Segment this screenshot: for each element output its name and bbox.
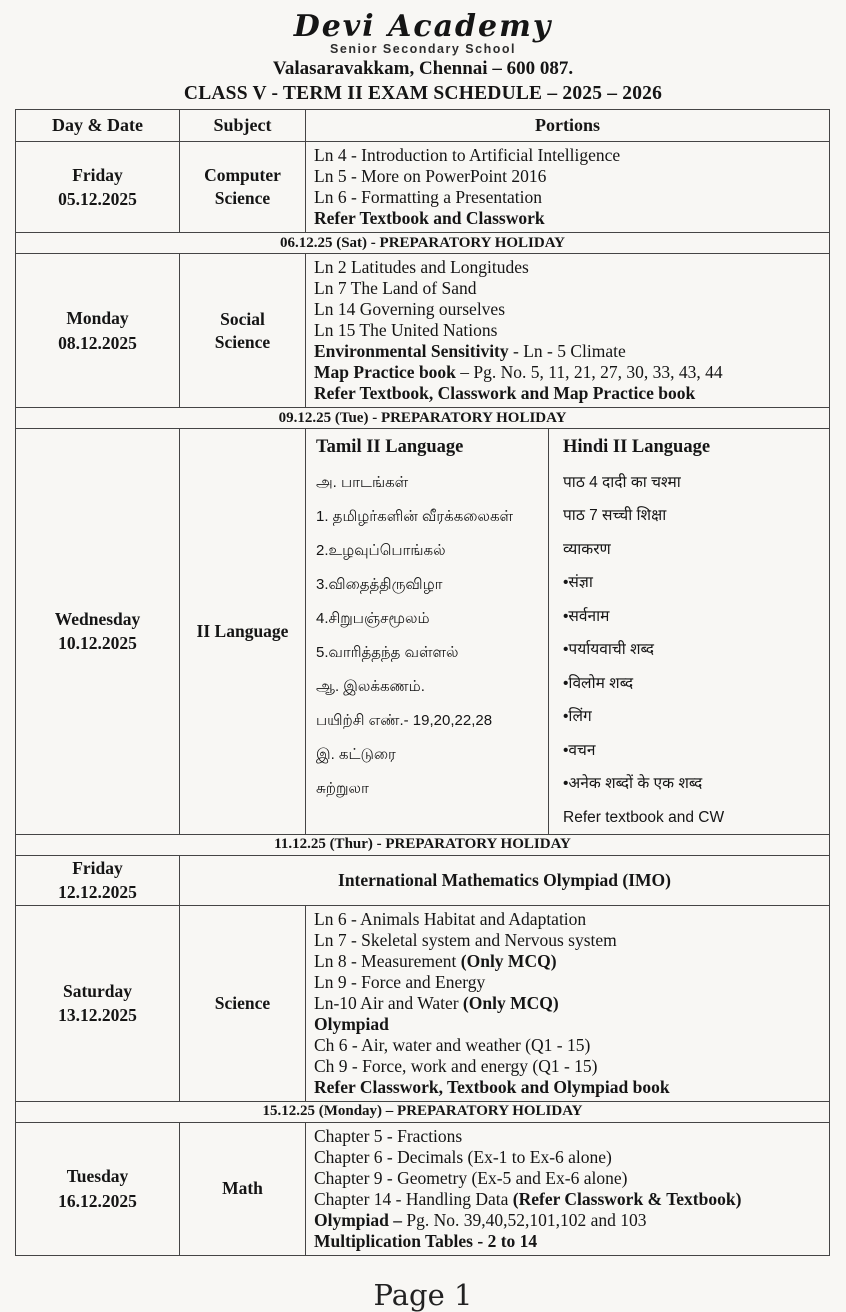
portions-cell [306,905,830,1101]
holiday-label: 15.12.25 (Monday) – PREPARATORY HOLIDAY [16,1101,830,1122]
portion-line: Ln 6 - Animals Habitat and Adaptation [314,908,587,929]
day-cell [16,855,180,905]
portion-line: Map Practice book – Pg. No. 5, 11, 21, 27, 30, 33, 43, 44 [314,362,723,382]
portions-cell [306,1122,830,1255]
column-header-subject: Subject [180,110,306,142]
letterhead [0,9,846,106]
portion-line: Ln 7 The Land of Sand [314,278,477,298]
exam-row-computer-science [16,142,830,233]
date-label: 13.12.2025 [58,1005,137,1025]
hindi-item: •लिंग [563,708,592,725]
holiday-row [16,408,830,429]
hindi-item: पाठ 7 सच्ची शिक्षा [563,507,667,524]
day-cell [16,142,180,233]
tamil-item: 1. தமிழர்களின் வீரக்கலைகள் [316,508,514,525]
portion-line: Ln 8 - Measurement (Only MCQ) [314,950,557,971]
portion-line: Ln 5 - More on PowerPoint 2016 [314,166,547,186]
date-label: 16.12.2025 [58,1190,137,1211]
portion-line: Ln 6 - Formatting a Presentation [314,187,542,207]
tamil-item: 5.வாரித்தந்த வள்ளல் [316,644,459,661]
tamil-title: Tamil II Language [316,437,464,457]
date-label: 05.12.2025 [58,189,137,209]
holiday-label: 09.12.25 (Tue) - PREPARATORY HOLIDAY [16,408,830,429]
portion-line: Ch 9 - Force, work and energy (Q1 - 15) [314,1055,598,1076]
exam-schedule-table [15,109,830,1256]
tamil-item: 3.விதைத்திருவிழா [316,576,443,593]
portion-line: Ln 14 Governing ourselves [314,299,506,319]
subject-cell: Computer Science [180,142,306,233]
portion-line: Chapter 14 - Handling Data (Refer Classwork & Textbook) [314,1188,742,1209]
school-name: Devi Academy [293,9,553,44]
column-header-portions: Portions [306,110,830,142]
portion-line: Chapter 5 - Fractions [314,1125,463,1146]
date-label: 10.12.2025 [58,633,137,654]
imo-label: International Mathematics Olympiad (IMO) [180,855,830,905]
exam-row-math [16,1122,830,1255]
day-label: Saturday [62,980,133,1001]
day-cell [16,254,180,408]
school-address: Valasaravakkam, Chennai – 600 087. [272,58,574,79]
hindi-item: •पर्यायवाची शब्द [563,641,654,658]
day-label: Wednesday [54,608,141,629]
page-title: CLASS V - TERM II EXAM SCHEDULE – 2025 – 2026 [183,83,663,104]
hindi-item: •विलोम शब्द [563,674,634,692]
tamil-item: சுற்றுலா [316,780,369,797]
hindi-column [549,429,829,834]
portions-cell [306,254,830,408]
hindi-item: पाठ 4 दादी का चश्मा [563,473,681,491]
day-label: Monday [66,308,129,328]
day-cell [16,905,180,1101]
portions-cell [306,429,830,835]
portion-line: Olympiad – Pg. No. 39,40,52,101,102 and 103 [314,1209,647,1230]
portion-line: Ln 4 - Introduction to Artificial Intelligence [314,145,621,165]
date-label: 08.12.2025 [58,332,137,353]
portion-line: Refer Classwork, Textbook and Olympiad book [314,1076,670,1097]
tamil-item: இ. கட்டுரை [316,746,396,763]
hindi-item: व्याकरण [563,540,611,558]
portion-line: Multiplication Tables - 2 to 14 [314,1230,538,1251]
portion-line: Chapter 6 - Decimals (Ex-1 to Ex-6 alone) [314,1146,612,1167]
day-label: Friday [72,857,123,878]
subject-cell: Math [180,1122,306,1255]
portions-cell [306,142,830,233]
exam-row-social-science [16,254,830,408]
hindi-item: •अनेक शब्दों के एक शब्द [563,775,703,792]
day-cell [16,1122,180,1255]
tamil-item: அ. பாடங்கள் [316,474,409,491]
day-cell [16,429,180,835]
exam-row-second-language [16,429,830,835]
exam-row-science [16,905,830,1101]
hindi-title: Hindi II Language [563,437,711,457]
hindi-item: •वचन [563,741,596,759]
portion-line: Ln 7 - Skeletal system and Nervous system [314,929,617,950]
subject-cell: Social Science [180,254,306,408]
portion-line: Ln-10 Air and Water (Only MCQ) [314,992,559,1013]
portion-line: Environmental Sensitivity - Ln - 5 Climate [314,341,626,361]
holiday-row [16,834,830,855]
tamil-item: 2.உழவுப்பொங்கல் [316,542,446,559]
portion-line: Refer Textbook, Classwork and Map Practice book [314,383,696,403]
tamil-item: 4.சிறுபஞ்சமூலம் [316,610,430,627]
holiday-label: 06.12.25 (Sat) - PREPARATORY HOLIDAY [16,233,830,254]
day-label: Tuesday [66,1166,129,1186]
column-header-day-date: Day & Date [16,110,180,142]
table-header-row [16,110,830,142]
portion-line: Ln 2 Latitudes and Longitudes [314,257,529,277]
school-subtitle: Senior Secondary School [330,42,516,56]
hindi-item: Refer textbook and CW [563,808,725,826]
portion-line: Ln 9 - Force and Energy [314,971,486,992]
portion-line: Ln 15 The United Nations [314,320,498,340]
portion-line: Ch 6 - Air, water and weather (Q1 - 15) [314,1034,591,1055]
holiday-row [16,233,830,254]
hindi-item: •संज्ञा [563,574,593,591]
portion-line: Olympiad [314,1013,389,1034]
exam-row-imo [16,855,830,905]
subject-cell: II Language [180,429,306,835]
portion-line: Refer Textbook and Classwork [314,208,545,228]
subject-cell: Science [180,905,306,1101]
date-label: 12.12.2025 [58,882,137,902]
hindi-item: •सर्वनाम [563,607,610,625]
page-number: Page 1 [373,1277,473,1312]
portion-line: Chapter 9 - Geometry (Ex-5 and Ex-6 alone) [314,1167,628,1188]
holiday-label: 11.12.25 (Thur) - PREPARATORY HOLIDAY [16,834,830,855]
tamil-item: ஆ. இலக்கணம். [316,678,425,695]
holiday-row [16,1101,830,1122]
tamil-item: பயிற்சி எண்.- 19,20,22,28 [316,712,493,729]
day-label: Friday [72,164,123,185]
tamil-column [306,429,549,834]
